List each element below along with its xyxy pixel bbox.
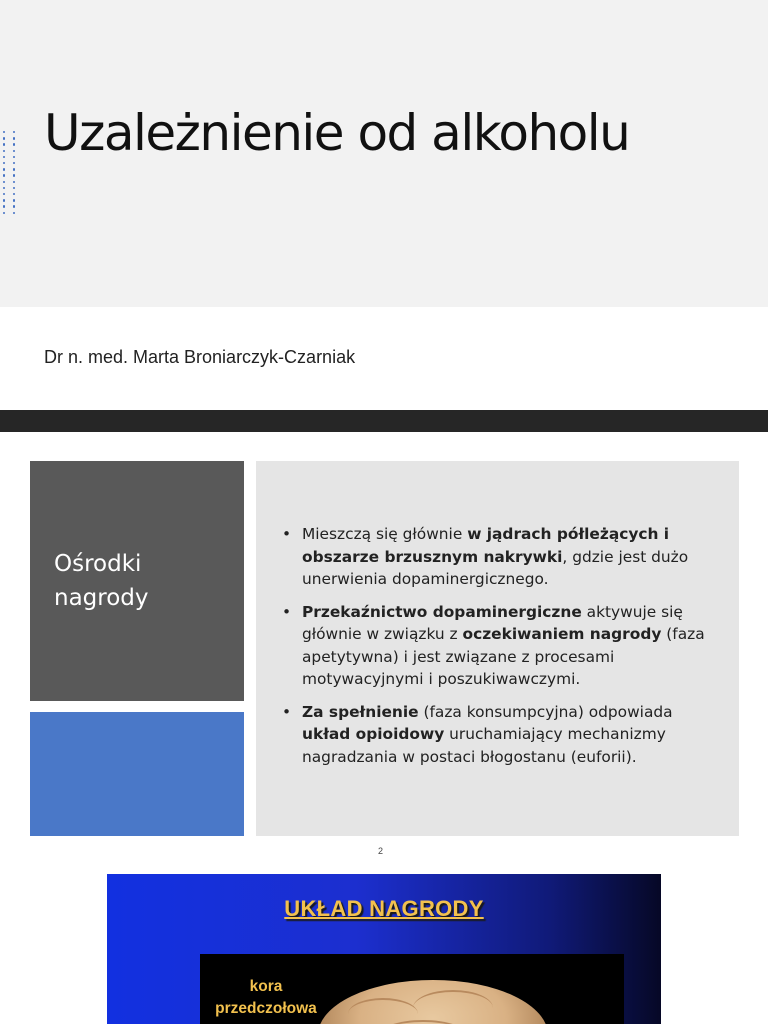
- dot: [3, 137, 5, 139]
- label-line-2: przedczołowa: [215, 1000, 317, 1017]
- dot: [13, 150, 15, 152]
- bullet-bold: Za spełnienie: [302, 702, 419, 721]
- dot: [13, 181, 15, 183]
- dot: [13, 193, 15, 195]
- dot: [13, 162, 15, 164]
- bullet-text: (faza konsumpcyjna) odpowiada: [418, 702, 673, 721]
- bullet-text: uruchamiający mechanizmy nagradzania w postaci błogostanu (euforii).: [302, 725, 666, 766]
- dot: [3, 212, 5, 214]
- bullet-text: , gdzie jest dużo unerwienia dopaminergicznego.: [302, 547, 689, 588]
- page-number: 2: [378, 846, 384, 856]
- dot: [3, 143, 5, 145]
- brain-fold: [413, 990, 493, 1024]
- decorative-dots: [3, 131, 19, 217]
- dot: [13, 187, 15, 189]
- bullet-bold: Przekaźnictwo dopaminergiczne: [302, 602, 582, 621]
- bullet-text: (faza apetytywna) i jest związane z procesami motywacyjnymi i poszukiwawczymi.: [302, 625, 705, 688]
- dot: [3, 168, 5, 170]
- dot: [3, 193, 5, 195]
- bullet-text: Mieszczą się głównie: [302, 525, 468, 543]
- dot: [13, 131, 15, 133]
- bullet-item: [282, 701, 722, 769]
- bullet-text: aktywuje się głównie w związku z: [302, 602, 683, 643]
- content-slide: [0, 432, 768, 868]
- prefrontal-cortex-label: [196, 976, 336, 1020]
- dot: [3, 205, 5, 207]
- dot: [13, 199, 15, 201]
- dot: [3, 162, 5, 164]
- bullet-bold: układ opioidowy: [302, 725, 445, 743]
- dot: [13, 212, 15, 214]
- dot: [3, 199, 5, 201]
- accent-box: [30, 712, 244, 836]
- author-line: Dr n. med. Marta Broniarczyk-Czarniak: [44, 347, 356, 367]
- bullet-bold: w jądrach półleżących i obszarze brzusznym nakrywki: [302, 525, 670, 566]
- slide-divider-bar: [0, 410, 768, 432]
- bullet-item: [282, 523, 722, 591]
- dot: [13, 156, 15, 158]
- bullet-list: [282, 523, 722, 778]
- heading-box: [30, 461, 244, 701]
- image-slide: [107, 874, 661, 1024]
- dot: [3, 174, 5, 176]
- heading-line-1: Ośrodki: [54, 551, 142, 577]
- heading-line-2: nagrody: [54, 585, 149, 611]
- dot: [3, 187, 5, 189]
- dot: [3, 181, 5, 183]
- label-line-1: kora: [249, 978, 283, 995]
- dot: [13, 174, 15, 176]
- slide-title: Uzależnienie od alkoholu: [44, 104, 630, 162]
- heading-text: [54, 547, 149, 615]
- reward-system-title: UKŁAD NAGRODY: [284, 896, 484, 921]
- bullet-panel: [256, 461, 739, 836]
- brain-illustration: [318, 980, 548, 1024]
- title-slide: [0, 0, 768, 410]
- dot: [13, 168, 15, 170]
- bullet-bold: oczekiwaniem nagrody: [462, 625, 662, 643]
- dot: [3, 156, 5, 158]
- bullet-item: [282, 601, 722, 691]
- dot: [13, 137, 15, 139]
- dot: [3, 131, 5, 133]
- dot: [13, 143, 15, 145]
- dot: [3, 150, 5, 152]
- dot: [13, 205, 15, 207]
